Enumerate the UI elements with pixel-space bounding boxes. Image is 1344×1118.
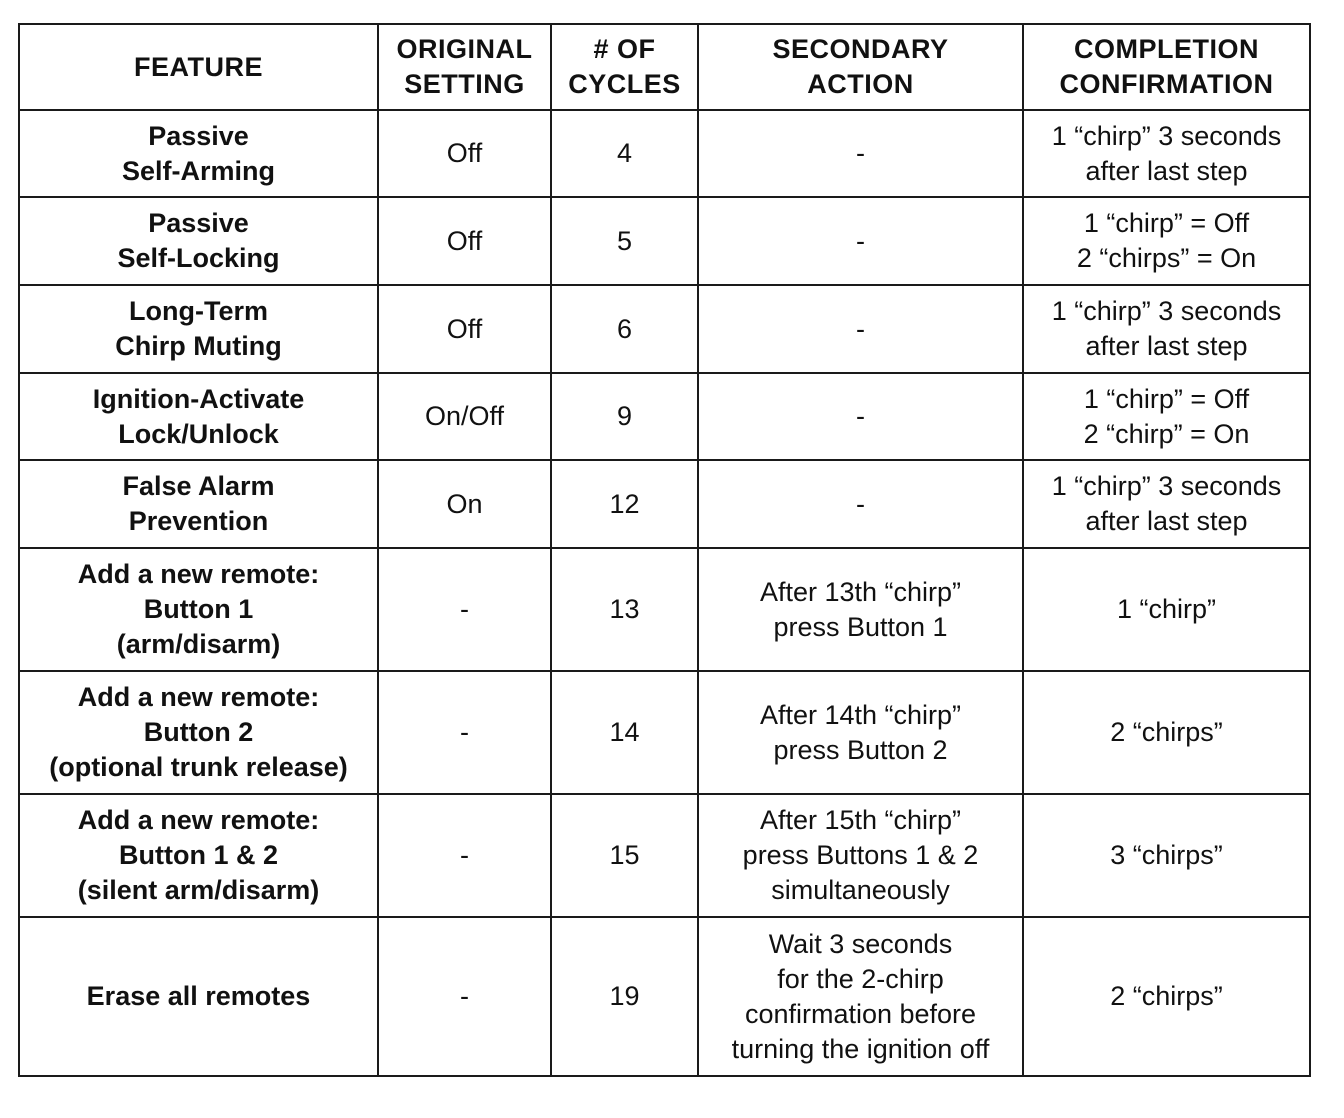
table-row bbox=[19, 373, 1310, 460]
secondary-action-cell: After 13th “chirp” press Button 1 bbox=[698, 548, 1023, 671]
feature-cell: Long-Term Chirp Muting bbox=[19, 285, 378, 373]
original-setting-cell: - bbox=[378, 794, 551, 917]
table-row bbox=[19, 110, 1310, 197]
header-secondary-action: SECONDARY ACTION bbox=[698, 24, 1023, 110]
feature-cell: False Alarm Prevention bbox=[19, 460, 378, 548]
table-row bbox=[19, 460, 1310, 548]
cycles-cell: 12 bbox=[551, 460, 698, 548]
cycles-cell: 13 bbox=[551, 548, 698, 671]
secondary-action-cell: Wait 3 seconds for the 2-chirp confirmation before turning the ignition off bbox=[698, 917, 1023, 1076]
completion-confirmation-cell: 2 “chirps” bbox=[1023, 917, 1310, 1076]
table-body bbox=[19, 110, 1310, 1076]
completion-confirmation-cell: 2 “chirps” bbox=[1023, 671, 1310, 794]
secondary-action-cell: - bbox=[698, 197, 1023, 285]
original-setting-cell: Off bbox=[378, 110, 551, 197]
original-setting-cell: - bbox=[378, 917, 551, 1076]
programming-features-table-container bbox=[18, 23, 1309, 1077]
completion-confirmation-cell: 1 “chirp” 3 seconds after last step bbox=[1023, 460, 1310, 548]
table-row bbox=[19, 548, 1310, 671]
header-row bbox=[19, 24, 1310, 110]
original-setting-cell: On/Off bbox=[378, 373, 551, 460]
completion-confirmation-cell: 1 “chirp” 3 seconds after last step bbox=[1023, 110, 1310, 197]
completion-confirmation-cell: 1 “chirp” = Off 2 “chirps” = On bbox=[1023, 197, 1310, 285]
header-completion-confirmation: COMPLETION CONFIRMATION bbox=[1023, 24, 1310, 110]
cycles-cell: 14 bbox=[551, 671, 698, 794]
cycles-cell: 6 bbox=[551, 285, 698, 373]
secondary-action-cell: - bbox=[698, 110, 1023, 197]
secondary-action-cell: - bbox=[698, 373, 1023, 460]
completion-confirmation-cell: 1 “chirp” 3 seconds after last step bbox=[1023, 285, 1310, 373]
secondary-action-cell: After 15th “chirp” press Buttons 1 & 2 simultaneously bbox=[698, 794, 1023, 917]
original-setting-cell: - bbox=[378, 548, 551, 671]
table-row bbox=[19, 917, 1310, 1076]
table-row bbox=[19, 285, 1310, 373]
original-setting-cell: On bbox=[378, 460, 551, 548]
original-setting-cell: Off bbox=[378, 285, 551, 373]
cycles-cell: 4 bbox=[551, 110, 698, 197]
secondary-action-cell: - bbox=[698, 285, 1023, 373]
feature-cell: Add a new remote: Button 1 (arm/disarm) bbox=[19, 548, 378, 671]
feature-cell: Passive Self-Locking bbox=[19, 197, 378, 285]
completion-confirmation-cell: 1 “chirp” bbox=[1023, 548, 1310, 671]
feature-cell: Erase all remotes bbox=[19, 917, 378, 1076]
table-row bbox=[19, 671, 1310, 794]
secondary-action-cell: - bbox=[698, 460, 1023, 548]
programming-features-table bbox=[18, 23, 1311, 1077]
completion-confirmation-cell: 1 “chirp” = Off 2 “chirp” = On bbox=[1023, 373, 1310, 460]
original-setting-cell: Off bbox=[378, 197, 551, 285]
table-header bbox=[19, 24, 1310, 110]
header-cycles: # OF CYCLES bbox=[551, 24, 698, 110]
feature-cell: Add a new remote: Button 2 (optional trunk release) bbox=[19, 671, 378, 794]
table-row bbox=[19, 794, 1310, 917]
cycles-cell: 15 bbox=[551, 794, 698, 917]
header-feature: FEATURE bbox=[19, 24, 378, 110]
feature-cell: Passive Self-Arming bbox=[19, 110, 378, 197]
feature-cell: Add a new remote: Button 1 & 2 (silent arm/disarm) bbox=[19, 794, 378, 917]
cycles-cell: 5 bbox=[551, 197, 698, 285]
secondary-action-cell: After 14th “chirp” press Button 2 bbox=[698, 671, 1023, 794]
table-row bbox=[19, 197, 1310, 285]
completion-confirmation-cell: 3 “chirps” bbox=[1023, 794, 1310, 917]
header-original-setting: ORIGINAL SETTING bbox=[378, 24, 551, 110]
cycles-cell: 9 bbox=[551, 373, 698, 460]
feature-cell: Ignition-Activate Lock/Unlock bbox=[19, 373, 378, 460]
original-setting-cell: - bbox=[378, 671, 551, 794]
cycles-cell: 19 bbox=[551, 917, 698, 1076]
